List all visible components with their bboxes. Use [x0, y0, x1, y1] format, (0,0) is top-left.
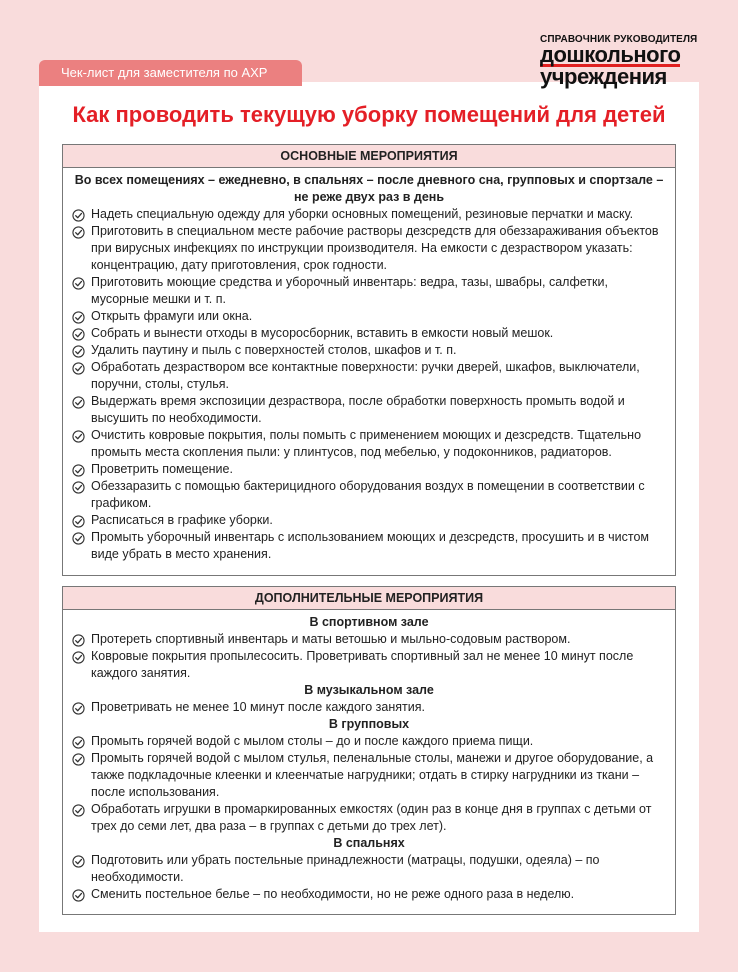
checklist-item-text: Открыть фрамуги или окна.	[91, 309, 253, 323]
checklist-item-text: Проветрить помещение.	[91, 462, 233, 476]
check-circle-icon	[72, 481, 85, 494]
checklist-item-text: Приготовить моющие средства и уборочный инвентарь: ведра, тазы, швабры, салфетки, мусорные мешки и т. п.	[91, 275, 608, 306]
checklist-item-text: Собрать и вынести отходы в мусоросборник, вставить в емкости новый мешок.	[91, 326, 554, 340]
checklist-item	[72, 733, 666, 750]
checklist-item	[72, 223, 666, 274]
main-measures-section	[62, 144, 676, 576]
checklist-item-text: Надеть специальную одежду для уборки основных помещений, резиновые перчатки и маску.	[91, 207, 634, 221]
checklist-item	[72, 325, 666, 342]
check-circle-icon	[72, 634, 85, 647]
check-circle-icon	[72, 362, 85, 375]
main-measures-heading: ОСНОВНЫЕ МЕРОПРИЯТИЯ	[63, 145, 675, 168]
checklist-item	[72, 393, 666, 427]
checklist-item-text: Обработать игрушки в промаркированных емкостях (один раз в конце дня в группах с детьми от трех до семи лет, два раза – в группах с детьми до трех лет).	[91, 802, 652, 833]
checklist-item	[72, 274, 666, 308]
check-circle-icon	[72, 736, 85, 749]
checklist-item	[72, 206, 666, 223]
checklist-item	[72, 886, 666, 903]
checklist-item-text: Ковровые покрытия пропылесосить. Проветривать спортивный зал не менее 10 минут после каждого занятия.	[91, 649, 634, 680]
check-circle-icon	[72, 226, 85, 239]
checklist-item-text: Очистить ковровые покрытия, полы помыть с применением моющих и дезсредств. Тщательно промыть места скопления пыли: у плинтусов, под мебелью, у подоконников, радиаторов.	[91, 428, 642, 459]
checklist-item	[72, 750, 666, 801]
check-circle-icon	[72, 515, 85, 528]
checklist-item	[72, 631, 666, 648]
check-circle-icon	[72, 753, 85, 766]
checklist-item-text: Промыть горячей водой с мылом стулья, пеленальные столы, манежи и другое оборудование, а также подкладочные клеенки и клеенчатые нагрудники; отдать в стирку нагрудники из ткани – после использования.	[91, 751, 654, 799]
check-circle-icon	[72, 702, 85, 715]
room-subheading: В музыкальном зале	[304, 683, 434, 697]
checklist-item	[72, 359, 666, 393]
checklist-item-text: Промыть уборочный инвентарь с использованием моющих и дезсредств, просушить и в чистом виде убрать в место хранения.	[91, 530, 649, 561]
check-circle-icon	[72, 209, 85, 222]
checklist-item	[72, 852, 666, 886]
check-circle-icon	[72, 651, 85, 664]
check-circle-icon	[72, 311, 85, 324]
checklist-item	[72, 427, 666, 461]
checklist-item	[72, 342, 666, 359]
check-circle-icon	[72, 464, 85, 477]
logo-line-3: учреждения	[540, 64, 667, 89]
check-circle-icon	[72, 804, 85, 817]
checklist-item	[72, 699, 666, 716]
checklist-item-text: Промыть горячей водой с мылом столы – до и после каждого приема пищи.	[91, 734, 534, 748]
checklist-item-text: Расписаться в графике уборки.	[91, 513, 273, 527]
room-subheading: В спальнях	[333, 836, 405, 850]
check-circle-icon	[72, 855, 85, 868]
checklist-item	[72, 478, 666, 512]
logo-line-1: СПРАВОЧНИК РУКОВОДИТЕЛЯ	[540, 34, 698, 45]
checklist-item-text: Подготовить или убрать постельные принадлежности (матрацы, подушки, одеяла) – по необходимости.	[91, 853, 600, 884]
checklist-item-text: Выдержать время экспозиции дезраствора, после обработки поверхность промыть водой и высушить по необходимости.	[91, 394, 625, 425]
checklist-item-text: Приготовить в специальном месте рабочие растворы дезсредств для обеззараживания объектов при вирусных инфекциях по инструкции производителя. На емкости с дезраствором указать: концентрацию, дату приготовления, срок годности.	[91, 224, 659, 272]
check-circle-icon	[72, 345, 85, 358]
page-title: Как проводить текущую уборку помещений для детей	[72, 102, 666, 127]
check-circle-icon	[72, 396, 85, 409]
check-circle-icon	[72, 430, 85, 443]
additional-measures-section	[62, 586, 676, 915]
check-circle-icon	[72, 889, 85, 902]
checklist-item-text: Обработать дезраствором все контактные поверхности: ручки дверей, шкафов, выключатели, поручни, столы, стулья.	[91, 360, 640, 391]
logo-line-2: дошкольного	[540, 42, 681, 67]
main-measures-subheading: Во всех помещениях – ежедневно, в спальнях – после дневного сна, групповых и спортзале – не реже двух раз в день	[74, 173, 664, 204]
check-circle-icon	[72, 328, 85, 341]
checklist-item	[72, 529, 666, 563]
checklist-item	[72, 308, 666, 325]
publication-logo	[540, 34, 698, 89]
checklist-tag: Чек-лист для заместителя по АХР	[39, 60, 302, 86]
room-subheading: В спортивном зале	[309, 615, 429, 629]
check-circle-icon	[72, 532, 85, 545]
additional-measures-body	[63, 610, 675, 903]
checklist-item	[72, 801, 666, 835]
checklist-item	[72, 461, 666, 478]
checklist-item-text: Сменить постельное белье – по необходимости, но не реже одного раза в неделю.	[91, 887, 575, 901]
checklist-item-text: Удалить паутину и пыль с поверхностей столов, шкафов и т. п.	[91, 343, 457, 357]
checklist-item-text: Обеззаразить с помощью бактерицидного оборудования воздух в помещении в соответствии с графиком.	[91, 479, 645, 510]
main-measures-body	[63, 168, 675, 563]
checklist-item-text: Протереть спортивный инвентарь и маты ветошью и мыльно-содовым раствором.	[91, 632, 571, 646]
check-circle-icon	[72, 277, 85, 290]
additional-measures-heading: ДОПОЛНИТЕЛЬНЫЕ МЕРОПРИЯТИЯ	[63, 587, 675, 610]
checklist-item	[72, 648, 666, 682]
room-subheading: В групповых	[328, 717, 410, 731]
checklist-item	[72, 512, 666, 529]
checklist-item-text: Проветривать не менее 10 минут после каждого занятия.	[91, 700, 425, 714]
